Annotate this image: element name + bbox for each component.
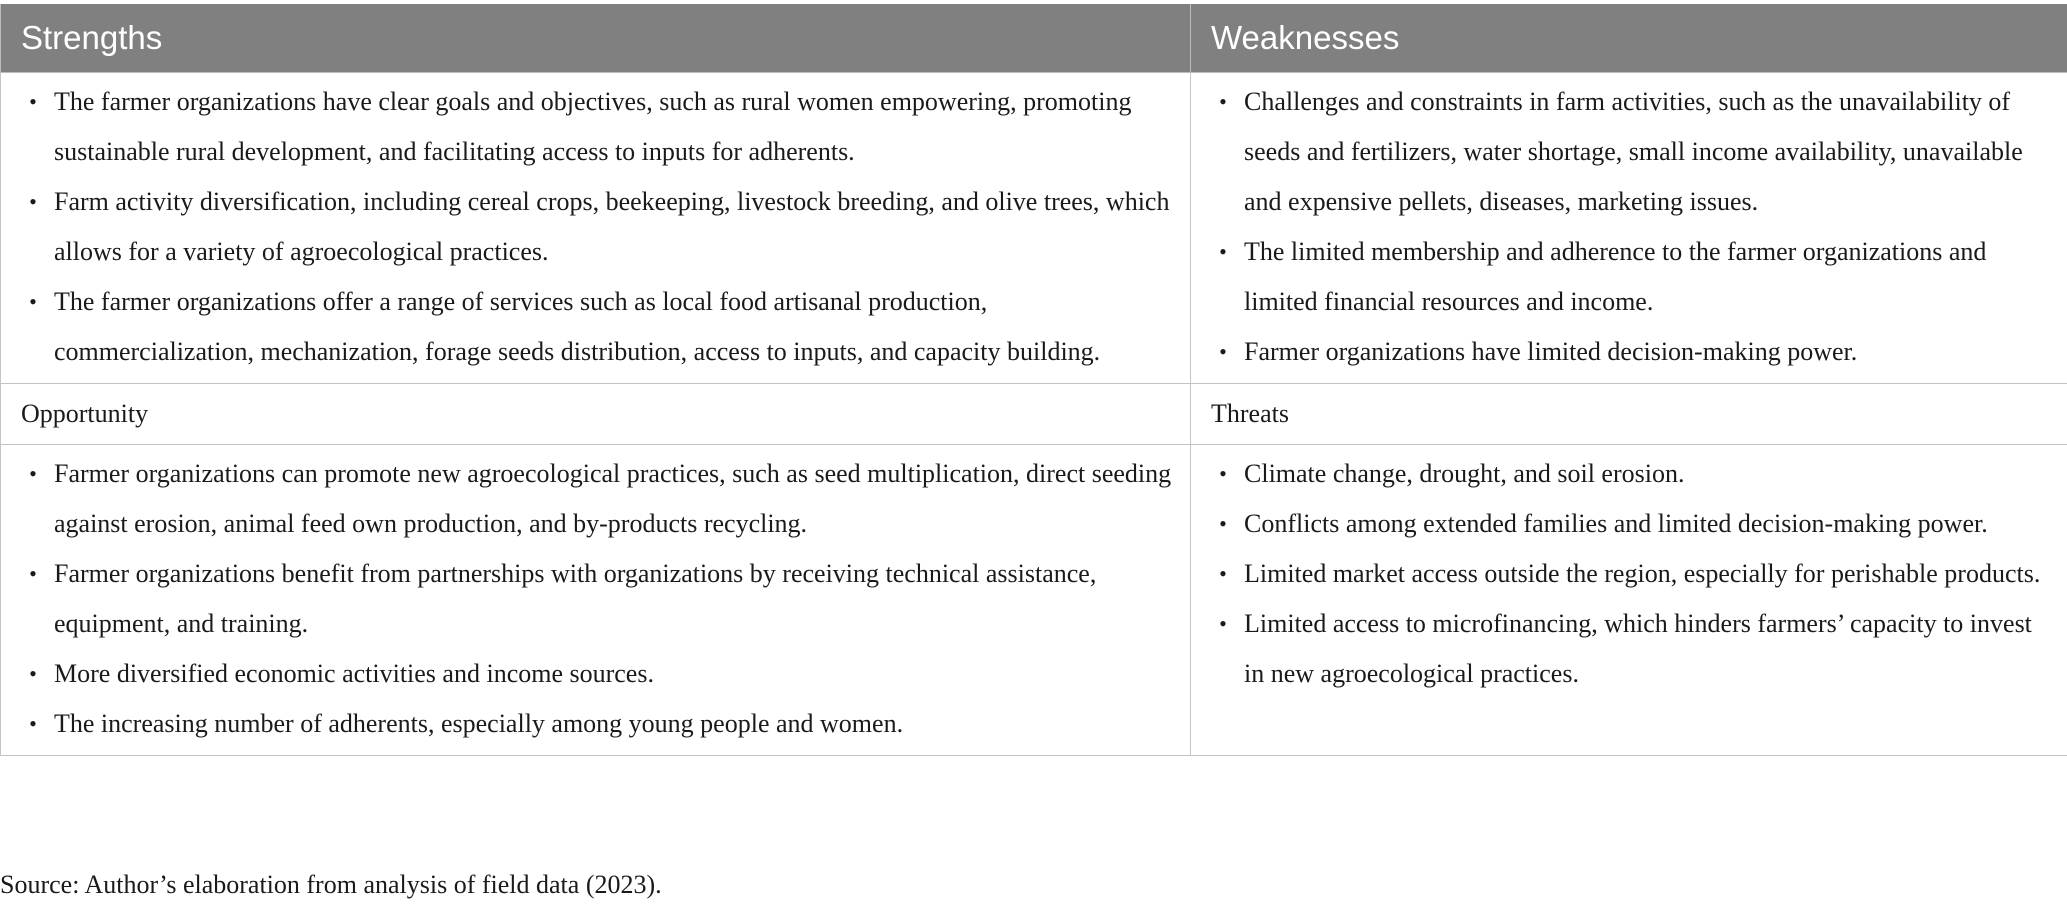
bullet-icon: • [29,88,37,114]
list-item-text: Challenges and constraints in farm activities, such as the unavailability of seeds and fertilizers, water shortage, small income availability, unavailable and expensive pellets, diseases, marketing issues. [1244,86,2023,216]
bullet-icon: • [1219,88,1227,114]
opportunities-list [21,449,1172,749]
threats-list [1211,449,2049,699]
list-item [1211,327,2049,377]
list-item [1211,227,2049,327]
list-item [21,449,1172,549]
bullet-icon: • [1219,560,1227,586]
bullet-icon: • [1219,510,1227,536]
list-item-text: The farmer organizations offer a range of services such as local food artisanal production, commercialization, mechanization, forage seeds distribution, access to inputs, and capacity building. [54,286,1101,366]
list-item-text: Farmer organizations can promote new agroecological practices, such as seed multiplication, direct seeding against erosion, animal feed own production, and by-products recycling. [54,458,1172,538]
list-item [21,277,1172,377]
list-item [21,649,1172,699]
bullet-icon: • [1219,338,1227,364]
strengths-cell [1,72,1191,383]
list-item [21,549,1172,649]
list-item [1211,599,2049,699]
source-note: Source: Author’s elaboration from analysis of field data (2023). [0,870,662,899]
list-item-text: Climate change, drought, and soil erosion. [1244,458,1685,488]
list-item-text: Limited market access outside the region, especially for perishable products. [1244,558,2041,588]
weaknesses-cell [1191,72,2067,383]
list-item [21,699,1172,749]
bullet-icon: • [1219,238,1227,264]
weaknesses-list [1211,77,2049,377]
swot-table [0,4,2067,756]
bullet-icon: • [29,560,37,586]
bullet-icon: • [1219,610,1227,636]
list-item-text: The farmer organizations have clear goals and objectives, such as rural women empowering, promoting sustainable rural development, and facilitating access to inputs for adherents. [54,86,1132,166]
table-header-row [1,4,2067,72]
bullet-icon: • [29,288,37,314]
list-item-text: Limited access to microfinancing, which hinders farmers’ capacity to invest in new agroecological practices. [1244,608,2032,688]
list-item-text: Farmer organizations benefit from partnerships with organizations by receiving technical assistance, equipment, and training. [54,558,1097,638]
list-item [21,177,1172,277]
list-item [1211,449,2049,499]
list-item-text: Farmer organizations have limited decision-making power. [1244,336,1858,366]
bullet-icon: • [29,460,37,486]
strengths-list [21,77,1172,377]
bullet-icon: • [29,188,37,214]
list-item-text: Conflicts among extended families and limited decision-making power. [1244,508,1988,538]
list-item [1211,499,2049,549]
list-item [1211,549,2049,599]
opportunities-cell [1,444,1191,755]
table-row-strengths-weaknesses [1,72,2067,383]
subheader-threats: Threats [1191,383,2067,444]
list-item [1211,77,2049,227]
table-row-opportunities-threats [1,444,2067,755]
subheader-opportunity: Opportunity [1,383,1191,444]
bullet-icon: • [1219,460,1227,486]
list-item-text: Farm activity diversification, including cereal crops, beekeeping, livestock breeding, and olive trees, which allows for a variety of agroecological practices. [54,186,1170,266]
header-strengths: Strengths [1,4,1191,72]
list-item-text: The limited membership and adherence to the farmer organizations and limited financial resources and income. [1244,236,1987,316]
list-item [21,77,1172,177]
list-item-text: The increasing number of adherents, especially among young people and women. [54,708,904,738]
table-subheader-row [1,383,2067,444]
list-item-text: More diversified economic activities and income sources. [54,658,654,688]
threats-cell [1191,444,2067,755]
bullet-icon: • [29,710,37,736]
bullet-icon: • [29,660,37,686]
header-weaknesses: Weaknesses [1191,4,2067,72]
